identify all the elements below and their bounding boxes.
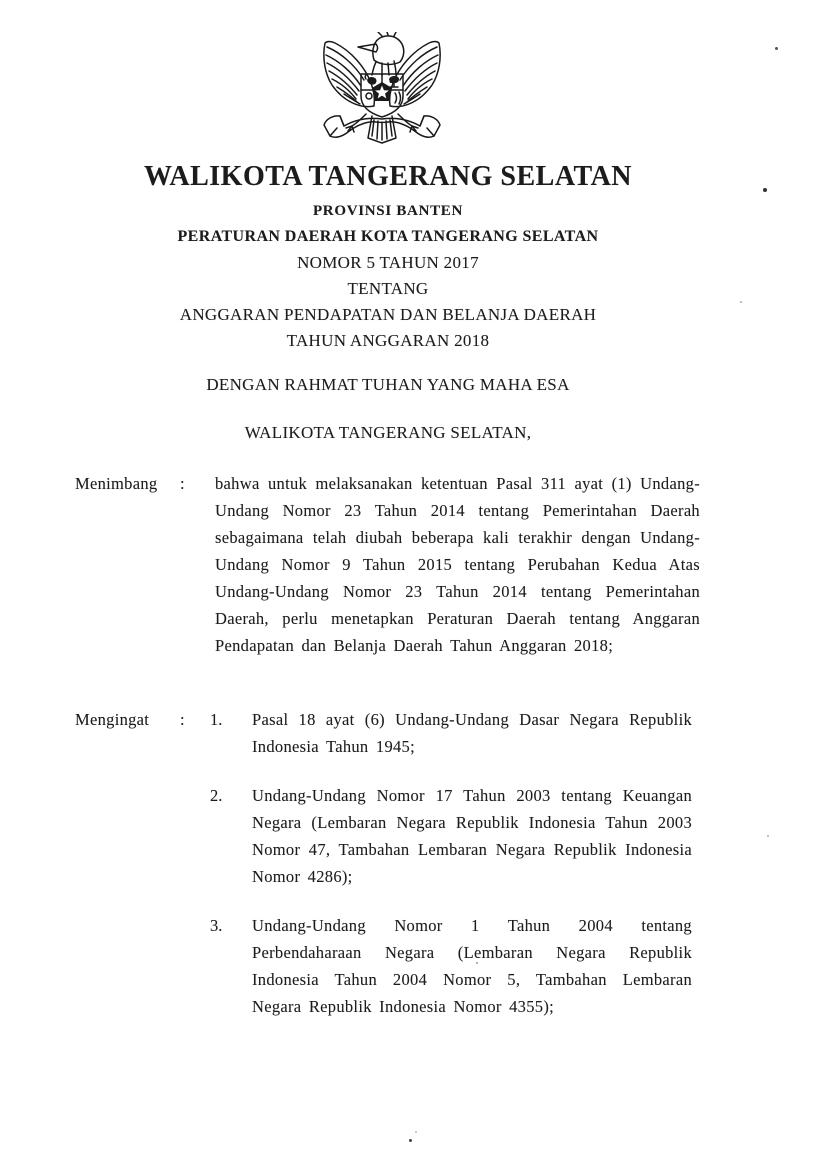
scan-artifact bbox=[415, 1131, 417, 1133]
mengingat-section bbox=[75, 706, 715, 1042]
legal-basis-item bbox=[210, 706, 700, 760]
item-text: Undang-Undang Nomor 1 Tahun 2004 tentang Perbendaharaan Negara (Lembaran Negara Republik Indonesia Tahun 2004 Nomor 5, Tambahan Lembaran Negara Republik Indonesia Nomor 4355); bbox=[252, 916, 692, 1016]
scan-artifact bbox=[740, 301, 742, 303]
about-label: TENTANG bbox=[347, 279, 429, 298]
authority-title: WALIKOTA TANGERANG SELATAN bbox=[143, 161, 633, 192]
scan-artifact bbox=[763, 188, 767, 192]
invocation-line: DENGAN RAHMAT TUHAN YANG MAHA ESA bbox=[206, 375, 570, 394]
menimbang-label: Menimbang bbox=[75, 474, 158, 493]
document-header bbox=[60, 161, 716, 446]
mengingat-colon: : bbox=[180, 710, 185, 729]
scan-artifact bbox=[775, 47, 778, 50]
scan-artifact bbox=[409, 1139, 412, 1142]
subject-line-1: ANGGARAN PENDAPATAN DAN BELANJA DAERAH bbox=[179, 305, 597, 324]
garuda-pancasila-emblem bbox=[316, 32, 448, 156]
item-number: 1. bbox=[210, 710, 223, 729]
item-number: 2. bbox=[210, 786, 223, 805]
menimbang-text: bahwa untuk melaksanakan ketentuan Pasal 311 ayat (1) Undang-Undang Nomor 23 Tahun 2014 tentang Pemerintahan Daerah sebagaimana telah diubah beberapa kali terakhir dengan Undang-Undang Nomor 9 Tahun 2015 tentang Perubahan Kedua Atas Undang-Undang Nomor 23 Tahun 2014 tentang Pemerintahan Daerah, perlu menetapkan Peraturan Daerah tentang Anggaran Pendapatan dan Belanja Daerah Tahun Anggaran 2018; bbox=[215, 474, 700, 655]
legal-basis-item bbox=[210, 782, 700, 890]
item-number: 3. bbox=[210, 916, 223, 935]
regulation-title: PERATURAN DAERAH KOTA TANGERANG SELATAN bbox=[177, 228, 599, 245]
mengingat-label: Mengingat bbox=[75, 710, 150, 729]
legal-basis-item bbox=[210, 912, 700, 1020]
item-text: Pasal 18 ayat (6) Undang-Undang Dasar Negara Republik Indonesia Tahun 1945; bbox=[252, 710, 692, 756]
menimbang-colon: : bbox=[180, 474, 185, 493]
menimbang-section bbox=[75, 470, 715, 659]
regulation-number: NOMOR 5 TAHUN 2017 bbox=[297, 253, 479, 272]
issuer-line: WALIKOTA TANGERANG SELATAN, bbox=[244, 423, 532, 442]
province-line: PROVINSI BANTEN bbox=[312, 203, 464, 219]
subject-line-2: TAHUN ANGGARAN 2018 bbox=[286, 331, 490, 350]
item-text: Undang-Undang Nomor 17 Tahun 2003 tentang Keuangan Negara (Lembaran Negara Republik Indonesia Tahun 2003 Nomor 47, Tambahan Lembaran Negara Republik Indonesia Nomor 4286); bbox=[252, 786, 692, 886]
scan-artifact bbox=[767, 835, 769, 837]
legal-basis-list bbox=[210, 706, 700, 1020]
